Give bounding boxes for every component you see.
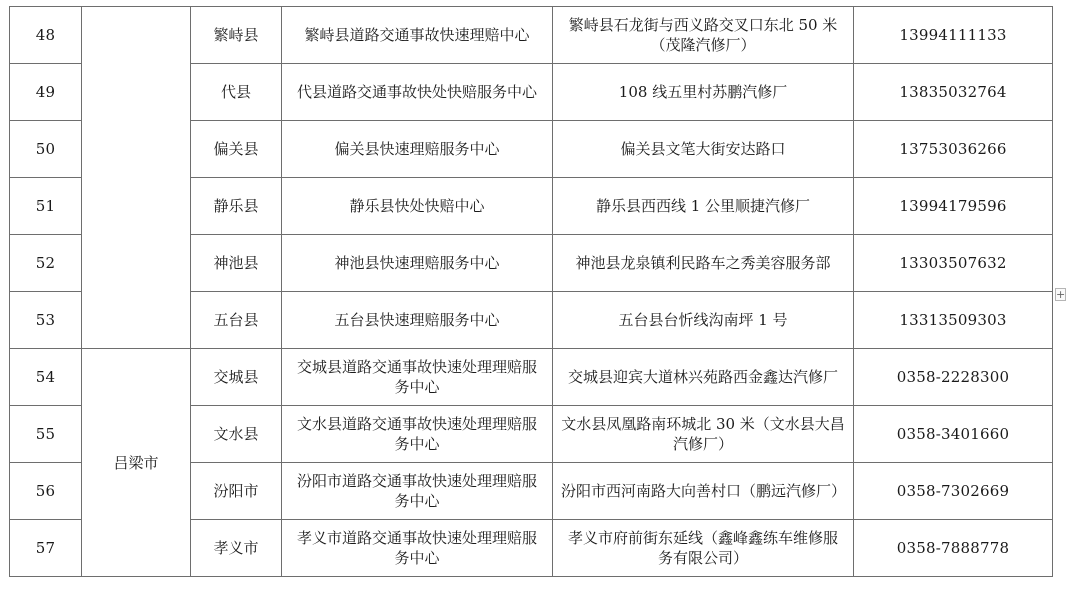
row-number-cell: 56 [10,463,82,520]
county-cell: 交城县 [191,349,282,406]
row-number-cell: 49 [10,64,82,121]
address-cell: 孝义市府前街东延线（鑫峰鑫练车维修服务有限公司） [553,520,854,577]
row-number-cell: 48 [10,7,82,64]
address-cell: 静乐县西西线 1 公里顺捷汽修厂 [553,178,854,235]
service-center-cell: 偏关县快速理赔服务中心 [282,121,553,178]
phone-cell: 0358-7888778 [854,520,1053,577]
county-cell: 文水县 [191,406,282,463]
phone-cell: 13994179596 [854,178,1053,235]
service-center-cell: 交城县道路交通事故快速处理理赔服务中心 [282,349,553,406]
county-cell: 汾阳市 [191,463,282,520]
service-center-cell: 五台县快速理赔服务中心 [282,292,553,349]
phone-cell: 13835032764 [854,64,1053,121]
service-center-cell: 汾阳市道路交通事故快速处理理赔服务中心 [282,463,553,520]
row-number-cell: 52 [10,235,82,292]
service-center-cell: 代县道路交通事故快处快赔服务中心 [282,64,553,121]
service-center-cell: 繁峙县道路交通事故快速理赔中心 [282,7,553,64]
phone-cell: 13313509303 [854,292,1053,349]
address-cell: 交城县迎宾大道林兴苑路西金鑫达汽修厂 [553,349,854,406]
address-cell: 108 线五里村苏鹏汽修厂 [553,64,854,121]
table-row [10,7,1053,64]
service-center-cell: 孝义市道路交通事故快速处理理赔服务中心 [282,520,553,577]
expand-handle-icon[interactable]: + [1056,288,1066,301]
phone-cell: 0358-2228300 [854,349,1053,406]
service-center-cell: 神池县快速理赔服务中心 [282,235,553,292]
phone-cell: 0358-7302669 [854,463,1053,520]
service-center-table [9,6,1053,577]
address-cell: 偏关县文笔大街安达路口 [553,121,854,178]
phone-cell: 13994111133 [854,7,1053,64]
service-center-cell: 文水县道路交通事故快速处理理赔服务中心 [282,406,553,463]
row-number-cell: 55 [10,406,82,463]
address-cell: 繁峙县石龙街与西义路交叉口东北 50 米（茂隆汽修厂） [553,7,854,64]
address-cell: 五台县台忻线沟南坪 1 号 [553,292,854,349]
address-cell: 汾阳市西河南路大向善村口（鹏远汽修厂） [553,463,854,520]
county-cell: 孝义市 [191,520,282,577]
address-cell: 文水县凤凰路南环城北 30 米（文水县大昌汽修厂） [553,406,854,463]
county-cell: 神池县 [191,235,282,292]
city-cell [82,7,191,349]
service-center-cell: 静乐县快处快赔中心 [282,178,553,235]
row-number-cell: 57 [10,520,82,577]
table-body [10,7,1053,577]
row-number-cell: 51 [10,178,82,235]
county-cell: 偏关县 [191,121,282,178]
phone-cell: 13303507632 [854,235,1053,292]
row-number-cell: 53 [10,292,82,349]
county-cell: 代县 [191,64,282,121]
row-number-cell: 54 [10,349,82,406]
county-cell: 繁峙县 [191,7,282,64]
address-cell: 神池县龙泉镇利民路车之秀美容服务部 [553,235,854,292]
table-row [10,349,1053,406]
county-cell: 静乐县 [191,178,282,235]
phone-cell: 0358-3401660 [854,406,1053,463]
row-number-cell: 50 [10,121,82,178]
county-cell: 五台县 [191,292,282,349]
city-cell: 吕梁市 [82,349,191,577]
phone-cell: 13753036266 [854,121,1053,178]
